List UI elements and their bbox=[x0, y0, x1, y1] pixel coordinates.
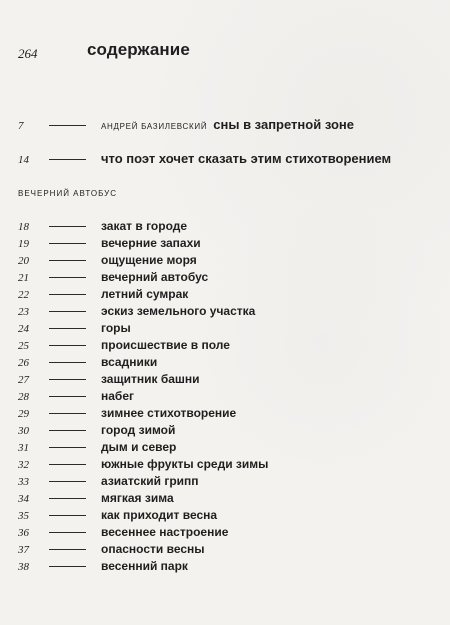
entry-rule bbox=[49, 260, 86, 261]
toc-entry bbox=[18, 355, 157, 369]
entry-page-number: 33 bbox=[18, 476, 29, 488]
entry-rule bbox=[49, 311, 86, 312]
entry-title: опасности весны bbox=[101, 542, 205, 556]
entry-page-number: 14 bbox=[18, 154, 29, 166]
entry-page-number: 31 bbox=[18, 442, 29, 454]
entry-page-number: 26 bbox=[18, 357, 29, 369]
entry-page-number: 32 bbox=[18, 459, 29, 471]
entry-rule bbox=[49, 566, 86, 567]
entry-page-number: 28 bbox=[18, 391, 29, 403]
toc-entry bbox=[18, 236, 201, 250]
entry-rule bbox=[49, 328, 86, 329]
entry-page-number: 18 bbox=[18, 221, 29, 233]
toc-entry bbox=[18, 219, 187, 233]
entry-rule bbox=[49, 379, 86, 380]
page-title: содержание bbox=[87, 40, 190, 59]
toc-entry bbox=[18, 253, 197, 267]
entry-title: закат в городе bbox=[101, 219, 188, 233]
section-title: ВЕЧЕРНИЙ АВТОБУС bbox=[18, 189, 117, 198]
toc-entry bbox=[18, 287, 188, 301]
entry-title: ощущение моря bbox=[101, 253, 197, 267]
entry-rule bbox=[49, 413, 86, 414]
entry-title: эскиз земельного участка bbox=[101, 304, 256, 318]
entry-rule bbox=[49, 396, 86, 397]
entry-title: горы bbox=[101, 321, 131, 335]
toc-entry bbox=[18, 389, 134, 403]
entry-page-number: 30 bbox=[18, 425, 29, 437]
entry-title: происшествие в поле bbox=[101, 338, 230, 352]
entry-page-number: 37 bbox=[18, 544, 29, 556]
toc-entry bbox=[18, 338, 230, 352]
entry-page-number: 38 bbox=[18, 561, 29, 573]
entry-rule bbox=[49, 294, 86, 295]
toc-entry bbox=[18, 525, 228, 539]
entry-title: вечерний автобус bbox=[101, 270, 209, 284]
entry-page-number: 25 bbox=[18, 340, 29, 352]
toc-entry-intro-1 bbox=[18, 117, 354, 132]
entry-title: южные фрукты среди зимы bbox=[101, 457, 269, 471]
entry-title: дым и север bbox=[101, 440, 177, 454]
entry-rule bbox=[49, 277, 86, 278]
entry-title: как приходит весна bbox=[101, 508, 218, 522]
entry-page-number: 7 bbox=[18, 120, 24, 132]
entry-rule bbox=[49, 515, 86, 516]
entry-rule bbox=[49, 549, 86, 550]
entry-rule bbox=[49, 159, 86, 160]
toc-entry bbox=[18, 559, 188, 573]
entry-rule bbox=[49, 447, 86, 448]
entry-page-number: 29 bbox=[18, 408, 29, 420]
toc-entry-intro-2 bbox=[18, 151, 391, 166]
entry-rule bbox=[49, 498, 86, 499]
toc-entry bbox=[18, 542, 205, 556]
toc-entry bbox=[18, 406, 236, 420]
entry-page-number: 22 bbox=[18, 289, 29, 301]
entry-title: мягкая зима bbox=[101, 491, 174, 505]
entry-page-number: 21 bbox=[18, 272, 29, 284]
entry-page-number: 19 bbox=[18, 238, 29, 250]
toc-entry bbox=[18, 457, 268, 471]
entry-page-number: 20 bbox=[18, 255, 29, 267]
entry-title: вечерние запахи bbox=[101, 236, 201, 250]
entry-title: зимнее стихотворение bbox=[101, 406, 237, 420]
entry-rule bbox=[49, 243, 86, 244]
entry-title: сны в запретной зоне bbox=[213, 117, 354, 132]
entry-title: азиатский грипп bbox=[101, 474, 199, 488]
toc-entry bbox=[18, 474, 199, 488]
toc-entry bbox=[18, 440, 176, 454]
entry-title: летний сумрак bbox=[101, 287, 189, 301]
entry-title: весеннее настроение bbox=[101, 525, 229, 539]
toc-entry bbox=[18, 321, 131, 335]
entry-author: АНДРЕЙ БАЗИЛЕВСКИЙ bbox=[101, 122, 208, 131]
entry-title: всадники bbox=[101, 355, 158, 369]
entry-rule bbox=[49, 125, 86, 126]
entry-page-number: 34 bbox=[18, 493, 29, 505]
entry-rule bbox=[49, 481, 86, 482]
toc-entry bbox=[18, 508, 217, 522]
entry-page-number: 23 bbox=[18, 306, 29, 318]
toc-entry bbox=[18, 423, 175, 437]
entry-title: город зимой bbox=[101, 423, 176, 437]
entry-rule bbox=[49, 362, 86, 363]
entry-page-number: 27 bbox=[18, 374, 29, 386]
toc-entry bbox=[18, 304, 255, 318]
entry-rule bbox=[49, 226, 86, 227]
page-number: 264 bbox=[18, 46, 38, 61]
entry-rule bbox=[49, 430, 86, 431]
entry-page-number: 36 bbox=[18, 527, 29, 539]
entry-title: что поэт хочет сказать этим стихотворением bbox=[101, 151, 392, 166]
entry-title: весенний парк bbox=[101, 559, 188, 573]
entry-rule bbox=[49, 345, 86, 346]
toc-entry bbox=[18, 270, 208, 284]
entry-title: защитник башни bbox=[101, 372, 200, 386]
entry-page-number: 24 bbox=[18, 323, 29, 335]
entry-rule bbox=[49, 532, 86, 533]
entry-title: набег bbox=[101, 389, 135, 403]
toc-entry bbox=[18, 372, 200, 386]
entry-rule bbox=[49, 464, 86, 465]
toc-entry bbox=[18, 491, 174, 505]
entry-page-number: 35 bbox=[18, 510, 29, 522]
